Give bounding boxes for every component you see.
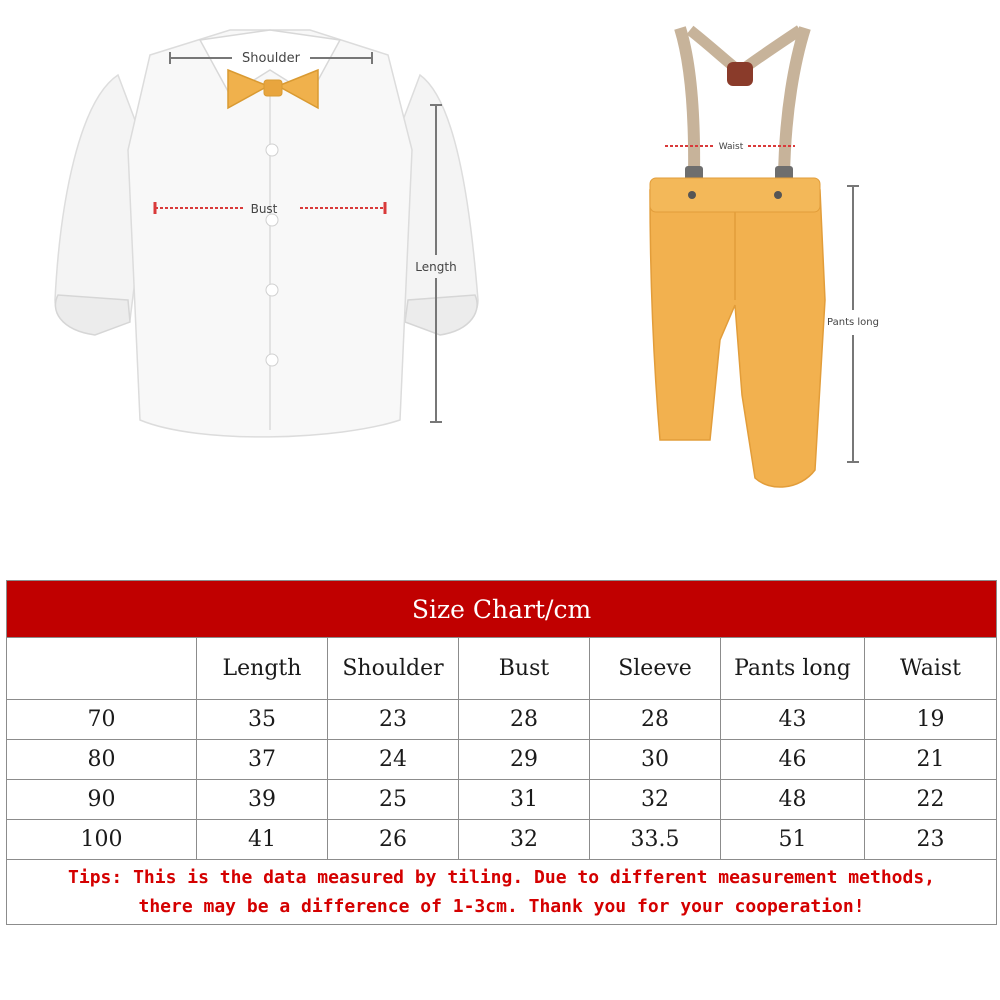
measurement-cell: 22 [865,780,997,820]
column-header: Bust [459,638,590,700]
table-row [7,820,997,860]
measurement-cell: 23 [328,700,459,740]
measurement-cell: 43 [721,700,865,740]
table-row [7,780,997,820]
tips-line-1: Tips: This is the data measured by tiling. Due to different measurement methods, [68,867,935,888]
column-header: Shoulder [328,638,459,700]
measurement-cell: 32 [590,780,721,820]
measurement-cell: 48 [721,780,865,820]
tips-note [7,860,997,925]
tips-line-2: there may be a difference of 1-3cm. Thank you for your cooperation! [138,896,865,917]
length-label: Length [415,260,457,274]
orange-pants-image [650,178,825,487]
column-header: Length [197,638,328,700]
measurement-cell: 46 [721,740,865,780]
size-cell: 90 [7,780,197,820]
measurement-cell: 30 [590,740,721,780]
size-cell: 80 [7,740,197,780]
shoulder-label: Shoulder [242,51,300,66]
measurement-cell: 41 [197,820,328,860]
size-cell: 100 [7,820,197,860]
measurement-cell: 32 [459,820,590,860]
measurement-cell: 28 [459,700,590,740]
measurement-cell: 26 [328,820,459,860]
size-chart-table [6,580,997,925]
measurement-cell: 35 [197,700,328,740]
waist-label: Waist [718,142,744,152]
suspenders-image [680,28,805,184]
measurement-cell: 21 [865,740,997,780]
measurement-cell: 37 [197,740,328,780]
column-header [7,638,197,700]
measurement-cell: 51 [721,820,865,860]
measurement-cell: 24 [328,740,459,780]
column-header: Pants long [721,638,865,700]
measurement-cell: 19 [865,700,997,740]
measurement-cell: 39 [197,780,328,820]
measurement-cell: 29 [459,740,590,780]
size-chart-title: Size Chart/cm [7,581,997,638]
pants-long-marker [827,186,879,462]
measurement-cell: 23 [865,820,997,860]
size-cell: 70 [7,700,197,740]
table-row [7,740,997,780]
measurement-cell: 31 [459,780,590,820]
waist-marker [665,142,795,152]
measurement-cell: 25 [328,780,459,820]
bust-label: Bust [250,202,278,216]
measurement-cell: 28 [590,700,721,740]
column-header: Waist [865,638,997,700]
column-header: Sleeve [590,638,721,700]
measurement-cell: 33.5 [590,820,721,860]
table-row [7,700,997,740]
pants-long-label: Pants long [827,317,879,328]
